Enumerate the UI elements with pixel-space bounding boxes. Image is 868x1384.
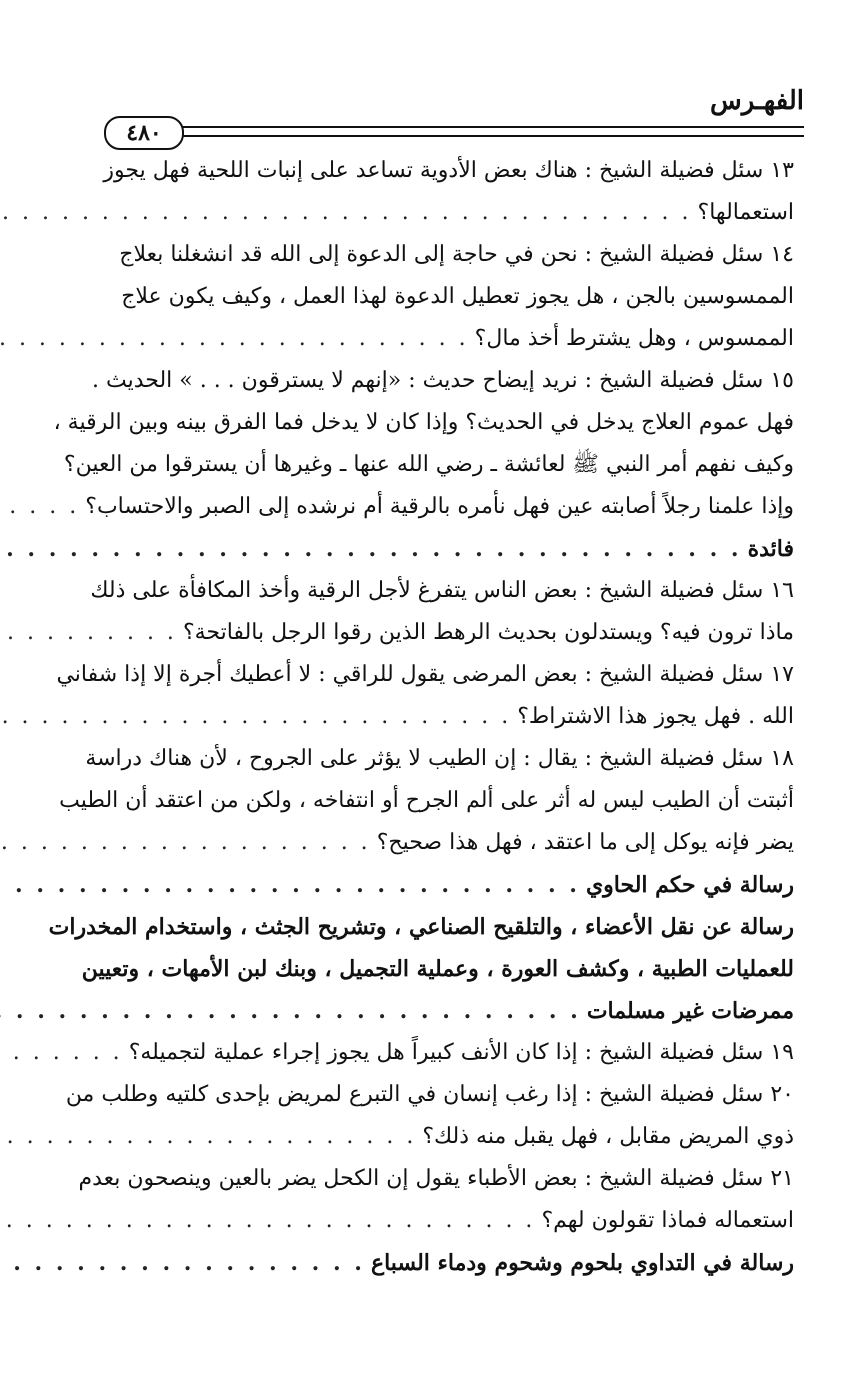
entry-text: رسالة عن نقل الأعضاء ، والتلقيح الصناعي ، وتشريح الجثث ، واستخدام المخدرات <box>48 914 794 940</box>
dot-leader <box>0 696 517 738</box>
page-header <box>44 86 804 156</box>
entry-text: ٢١ سئل فضيلة الشيخ : بعض الأطباء يقول إن الكحل يضر بالعين وينصحون بعدم <box>78 1166 794 1191</box>
entry-text: استعماله فماذا تقولون لهم؟ <box>541 1208 794 1233</box>
dot-leader <box>0 1032 129 1074</box>
entry-text: الله . فهل يجوز هذا الاشتراط؟ <box>517 704 794 729</box>
entry-text: فهل عموم العلاج يدخل في الحديث؟ وإذا كان لا يدخل فما الفرق بينه وبين الرقية ، <box>53 410 794 435</box>
toc-entry-line <box>36 276 794 318</box>
header-double-rule <box>180 126 804 137</box>
toc-entry-line <box>36 1158 794 1200</box>
toc-entry-line <box>36 192 794 234</box>
entry-text: رسالة في حكم الحاوي <box>585 872 794 898</box>
dot-leader <box>0 528 748 570</box>
dot-leader <box>0 990 587 1032</box>
toc-entry <box>36 1074 794 1158</box>
toc-entry-line <box>36 360 794 402</box>
entry-text: استعمالها؟ <box>697 200 794 225</box>
entry-text: ١٧ سئل فضيلة الشيخ : بعض المرضى يقول للراقي : لا أعطيك أجرة إلا إذا شفاني <box>56 662 794 687</box>
toc-entry <box>36 1032 794 1074</box>
entry-text: ١٦ سئل فضيلة الشيخ : بعض الناس يتفرغ لأجل الرقية وأخذ المكافأة على ذلك <box>90 578 794 603</box>
entry-text: ماذا ترون فيه؟ ويستدلون بحديث الرهط الذين رقوا الرجل بالفاتحة؟ <box>182 620 794 645</box>
dot-leader <box>0 486 85 528</box>
toc-entry <box>36 654 794 738</box>
toc-entry <box>36 906 794 1032</box>
entry-text: وإذا علمنا رجلاً أصابته عين فهل نأمره بالرقية أم نرشده إلى الصبر والاحتساب؟ <box>85 494 794 519</box>
toc-entry <box>36 150 794 234</box>
entry-text: ١٨ سئل فضيلة الشيخ : يقال : إن الطيب لا يؤثر على الجروح ، لأن هناك دراسة <box>85 746 794 771</box>
toc-entry-line <box>36 948 794 990</box>
dot-leader <box>0 1200 541 1242</box>
toc-entry-line <box>36 696 794 738</box>
toc-entry-line <box>36 906 794 948</box>
entry-text: أثبتت أن الطيب ليس له أثر على ألم الجرح أو انتفاخه ، ولكن من اعتقد أن الطيب <box>59 788 794 813</box>
dot-leader <box>0 612 183 654</box>
entry-text: ممرضات غير مسلمات <box>586 998 794 1024</box>
toc-entry-line <box>36 528 794 570</box>
dot-leader <box>0 1242 371 1284</box>
toc-entry <box>36 1158 794 1242</box>
toc-entry-line <box>36 570 794 612</box>
dot-leader <box>0 822 377 864</box>
entry-text: ٢٠ سئل فضيلة الشيخ : إذا رغب إنسان في التبرع لمريض بإحدى كلتيه وطلب من <box>65 1082 794 1107</box>
entry-text: ١٩ سئل فضيلة الشيخ : إذا كان الأنف كبيراً هل يجوز إجراء عملية لتجميله؟ <box>128 1040 794 1065</box>
dot-leader <box>0 192 698 234</box>
toc-entry-line <box>36 1116 794 1158</box>
toc-entry-line <box>36 864 794 906</box>
entry-text: الممسوسين بالجن ، هل يجوز تعطيل الدعوة لهذا العمل ، وكيف يكون علاج <box>121 284 794 309</box>
toc-entry <box>36 360 794 528</box>
toc-entry <box>36 738 794 864</box>
entry-text: رسالة في التداوي بلحوم وشحوم ودماء السباع <box>370 1250 794 1276</box>
entry-text: ١٣ سئل فضيلة الشيخ : هناك بعض الأدوية تساعد على إنبات اللحية فهل يجوز <box>103 158 794 183</box>
entry-text: فائدة <box>747 536 794 562</box>
toc-entry-line <box>36 234 794 276</box>
toc-entry-line <box>36 738 794 780</box>
entry-text: يضر فإنه يوكل إلى ما اعتقد ، فهل هذا صحيح؟ <box>376 830 794 855</box>
entry-text: الممسوس ، وهل يشترط أخذ مال؟ <box>474 326 794 351</box>
dot-leader <box>0 318 475 360</box>
toc-entry-line <box>36 612 794 654</box>
entry-text: ١٥ سئل فضيلة الشيخ : نريد إيضاح حديث : «إنهم لا يسترقون . . . » الحديث . <box>91 368 794 393</box>
toc-entry <box>36 528 794 570</box>
toc-entry-line <box>36 654 794 696</box>
toc-entry-line <box>36 990 794 1032</box>
toc-entry <box>36 864 794 906</box>
dot-leader <box>0 864 586 906</box>
table-of-contents <box>36 150 794 1284</box>
running-title: الفهـرس <box>710 86 804 116</box>
toc-entry-line <box>36 780 794 822</box>
toc-entry <box>36 1242 794 1284</box>
entry-text: ذوي المريض مقابل ، فهل يقبل منه ذلك؟ <box>422 1124 794 1149</box>
toc-entry-line <box>36 150 794 192</box>
entry-text: للعمليات الطبية ، وكشف العورة ، وعملية التجميل ، وبنك لبن الأمهات ، وتعيين <box>81 956 794 982</box>
dot-leader <box>0 1116 422 1158</box>
toc-entry <box>36 234 794 360</box>
toc-entry-line <box>36 444 794 486</box>
entry-text: وكيف نفهم أمر النبي ﷺ لعائشة ـ رضي الله عنها ـ وغيرها أن يسترقوا من العين؟ <box>63 452 794 477</box>
toc-entry-line <box>36 1074 794 1116</box>
toc-entry-line <box>36 1242 794 1284</box>
entry-text: ١٤ سئل فضيلة الشيخ : نحن في حاجة إلى الدعوة إلى الله قد انشغلنا بعلاج <box>119 242 794 267</box>
toc-entry <box>36 570 794 654</box>
toc-entry-line <box>36 402 794 444</box>
toc-entry-line <box>36 822 794 864</box>
page-number: ٤٨٠ <box>104 116 184 150</box>
toc-entry-line <box>36 486 794 528</box>
toc-entry-line <box>36 1200 794 1242</box>
toc-entry-line <box>36 318 794 360</box>
toc-entry-line <box>36 1032 794 1074</box>
